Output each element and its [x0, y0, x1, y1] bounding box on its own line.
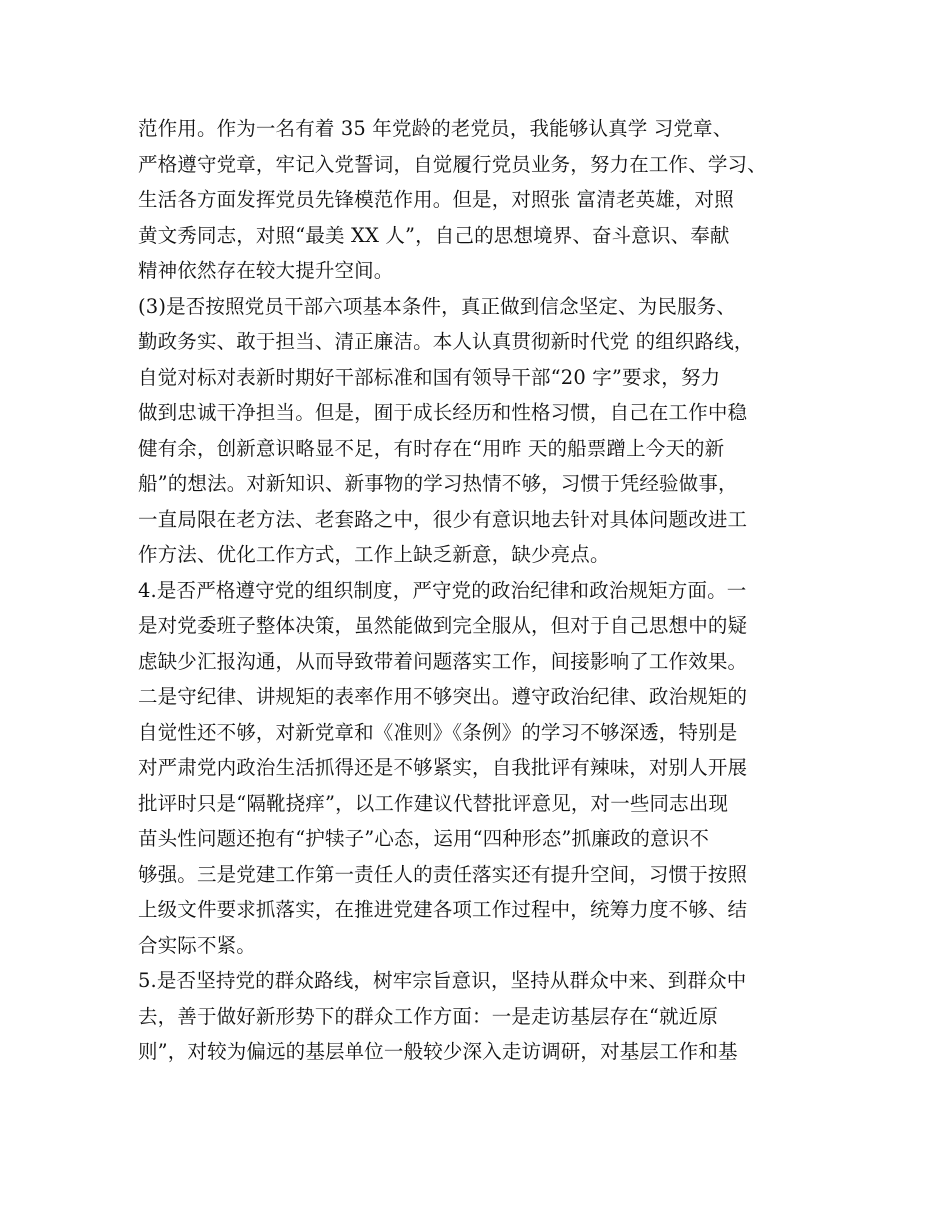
text-line: 去，善于做好新形势下的群众工作方面：一是走访基层存在“就近原 — [138, 1004, 718, 1028]
text-line: 自觉性还不够，对新党章和《准则》《条例》的学习不够深透，特别是 — [138, 720, 738, 744]
text-line: 黄文秀同志，对照“最美 XX 人”，自己的思想境界、奋斗意识、奉献 — [138, 223, 730, 247]
text-line: 是对党委班子整体决策，虽然能做到完全服从，但对于自己思想中的疑 — [138, 614, 748, 637]
text-line: 精神依然存在较大提升空间。 — [138, 259, 394, 282]
text-line: (3)是否按照党员干部六项基本条件，真正做到信念坚定、为民服务、 — [138, 294, 736, 318]
text-line: 苗头性问题还抱有“护犊子”心态，运用“四种形态”抓廉政的意识不 — [138, 827, 710, 850]
text-line: 虑缺少汇报沟通，从而导致带着问题落实工作，间接影响了工作效果。 — [138, 649, 748, 673]
text-line: 健有余，创新意识略显不足，有时存在“用昨 天的船票蹭上今天的新 — [138, 436, 725, 460]
text-line: 自觉对标对表新时期好干部标准和国有领导干部“20 字”要求，努力 — [138, 365, 721, 389]
text-line: 对严肃党内政治生活抓得还是不够紧实，自我批评有辣味，对别人开展 — [138, 756, 748, 779]
text-line: 严格遵守党章，牢记入党誓词，自觉履行党员业务，努力在工作、学习、 — [138, 152, 767, 176]
text-line: 生活各方面发挥党员先锋模范作用。但是，对照张 富清老英雄，对照 — [138, 188, 734, 211]
text-line: 勤政务实、敢于担当、清正廉洁。本人认真贯彻新时代党 的组织路线， — [138, 330, 754, 353]
text-line: 4.是否严格遵守党的组织制度，严守党的政治纪律和政治规矩方面。一 — [138, 578, 747, 602]
text-line: 范作用。作为一名有着 35 年党龄的老党员，我能够认真学 习党章、 — [138, 117, 733, 140]
text-line: 作方法、优化工作方式，工作上缺乏新意，缺少亮点。 — [138, 543, 610, 566]
text-line: 批评时只是“隔靴挠痒”，以工作建议代替批评意见，对一些同志出现 — [138, 791, 729, 815]
text-line: 一直局限在老方法、老套路之中，很少有意识地去针对具体问题改进工 — [138, 507, 748, 531]
body-text — [138, 111, 838, 1070]
text-line: 合实际不紧。 — [138, 933, 256, 957]
text-line: 则”，对较为偏远的基层单位一般较少深入走访调研，对基层工作和基 — [138, 1040, 738, 1063]
text-line: 二是守纪律、讲规矩的表率作用不够突出。遵守政治纪律、政治规矩的 — [138, 685, 748, 708]
text-line: 船”的想法。对新知识、新事物的学习热情不够，习惯于凭经验做事， — [138, 472, 738, 495]
text-line: 上级文件要求抓落实，在推进党建各项工作过程中，统筹力度不够、结 — [138, 898, 748, 921]
text-line: 5.是否坚持党的群众路线，树牢宗旨意识，坚持从群众中来、到群众中 — [138, 969, 747, 992]
text-line: 够强。三是党建工作第一责任人的责任落实还有提升空间，习惯于按照 — [138, 862, 748, 886]
text-line: 做到忠诚干净担当。但是，囿于成长经历和性格习惯，自己在工作中稳 — [138, 401, 748, 424]
